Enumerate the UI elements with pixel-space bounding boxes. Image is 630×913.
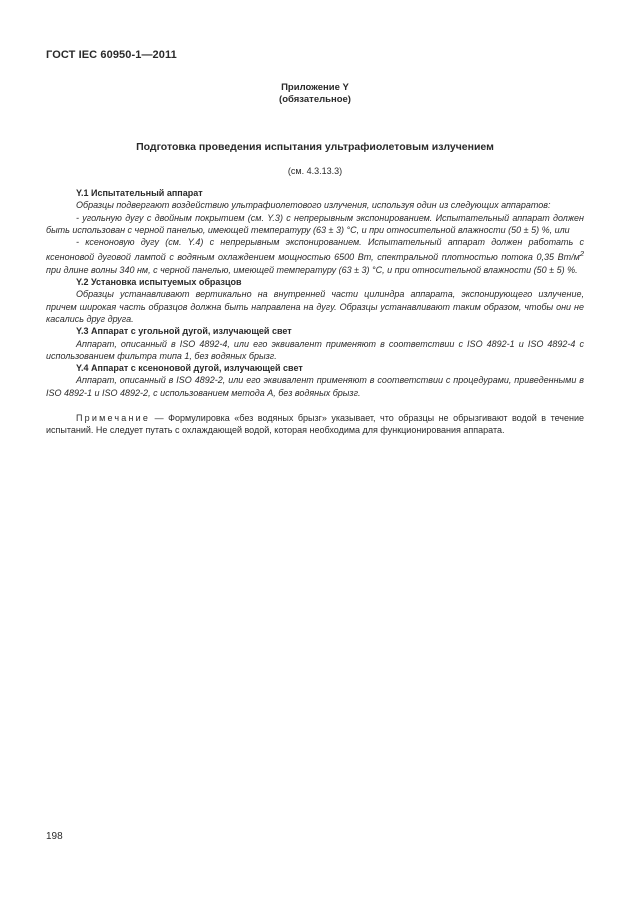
note-paragraph bbox=[46, 412, 584, 437]
annex-main-title: Подготовка проведения испытания ультрафиолетовым излучением bbox=[136, 141, 494, 153]
section-y1-item-2 bbox=[46, 236, 584, 276]
document-header: ГОСТ IEC 60950-1—2011 bbox=[46, 49, 177, 61]
annex-status: (обязательное) bbox=[279, 94, 351, 105]
superscript: 2 bbox=[579, 249, 584, 259]
note-text: — Формулировка «без водяных брызг» указывает, что образцы не обрызгивают водой в течение испытаний. Не следует путать с охлаждающей водой, которая необходима для функционирования аппарата. bbox=[46, 413, 584, 436]
page-number: 198 bbox=[46, 831, 63, 842]
section-y1-item-2-part-a: - ксеноновую дугу (см. Y.4) с непрерывным экспонированием. Испытательный аппарат должен работать с ксеноновой дуговой лампой с водяным охлаждением мощностью 6500 Вт, спектральной плотностью потока 0,35 Вт/м bbox=[46, 237, 584, 263]
section-y3-text: Аппарат, описанный в ISO 4892-4, или его эквивалент применяют в соответствии с ISO 4892-1 и ISO 4892-4 с использованием фильтра типа 1, без водяных брызг. bbox=[46, 338, 584, 361]
section-y1-item-2-part-b: при длине волны 340 нм, с черной панелью, имеющей температуру (63 ± 3) °С, и при относительной влажности (50 ± 5) %. bbox=[46, 264, 578, 275]
clause-reference: (см. 4.3.13.3) bbox=[287, 166, 343, 176]
section-y1-intro: Образцы подвергают воздействию ультрафиолетового излучения, используя один из следующих аппаратов: bbox=[76, 200, 551, 211]
note-label: Примечание bbox=[76, 413, 151, 424]
section-heading-y1: Y.1 Испытательный аппарат bbox=[76, 188, 203, 198]
annex-title: Приложение Y bbox=[281, 82, 349, 93]
annex-heading bbox=[0, 82, 630, 106]
annex-body bbox=[46, 187, 584, 437]
section-heading-y4: Y.4 Аппарат с ксеноновой дугой, излучающей свет bbox=[76, 363, 303, 374]
section-heading-y3: Y.3 Аппарат с угольной дугой, излучающей свет bbox=[76, 326, 292, 337]
section-y2-text: Образцы устанавливают вертикально на внутренней части цилиндра аппарата, экспонирующего излучение, причем широкая часть образцов должна быть направлена на дугу. Образцы устанавливают таким образом, чтобы они не касались друг друга. bbox=[46, 289, 584, 324]
section-heading-y2: Y.2 Установка испытуемых образцов bbox=[76, 277, 242, 288]
section-y4-text: Аппарат, описанный в ISO 4892-2, или его эквивалент применяют в соответствии с процедурами, приведенными в ISO 4892-1 и ISO 4892-2, с использованием метода А, без водяных брызг. bbox=[46, 375, 584, 398]
section-y1-item-1: - угольную дугу с двойным покрытием (см. Y.3) с непрерывным экспонированием. Испытательный аппарат должен быть использован с черной панелью, имеющей температуру (63 ± 3) °С, и при относительной влажности (50 ± 5) %, или bbox=[46, 212, 584, 235]
